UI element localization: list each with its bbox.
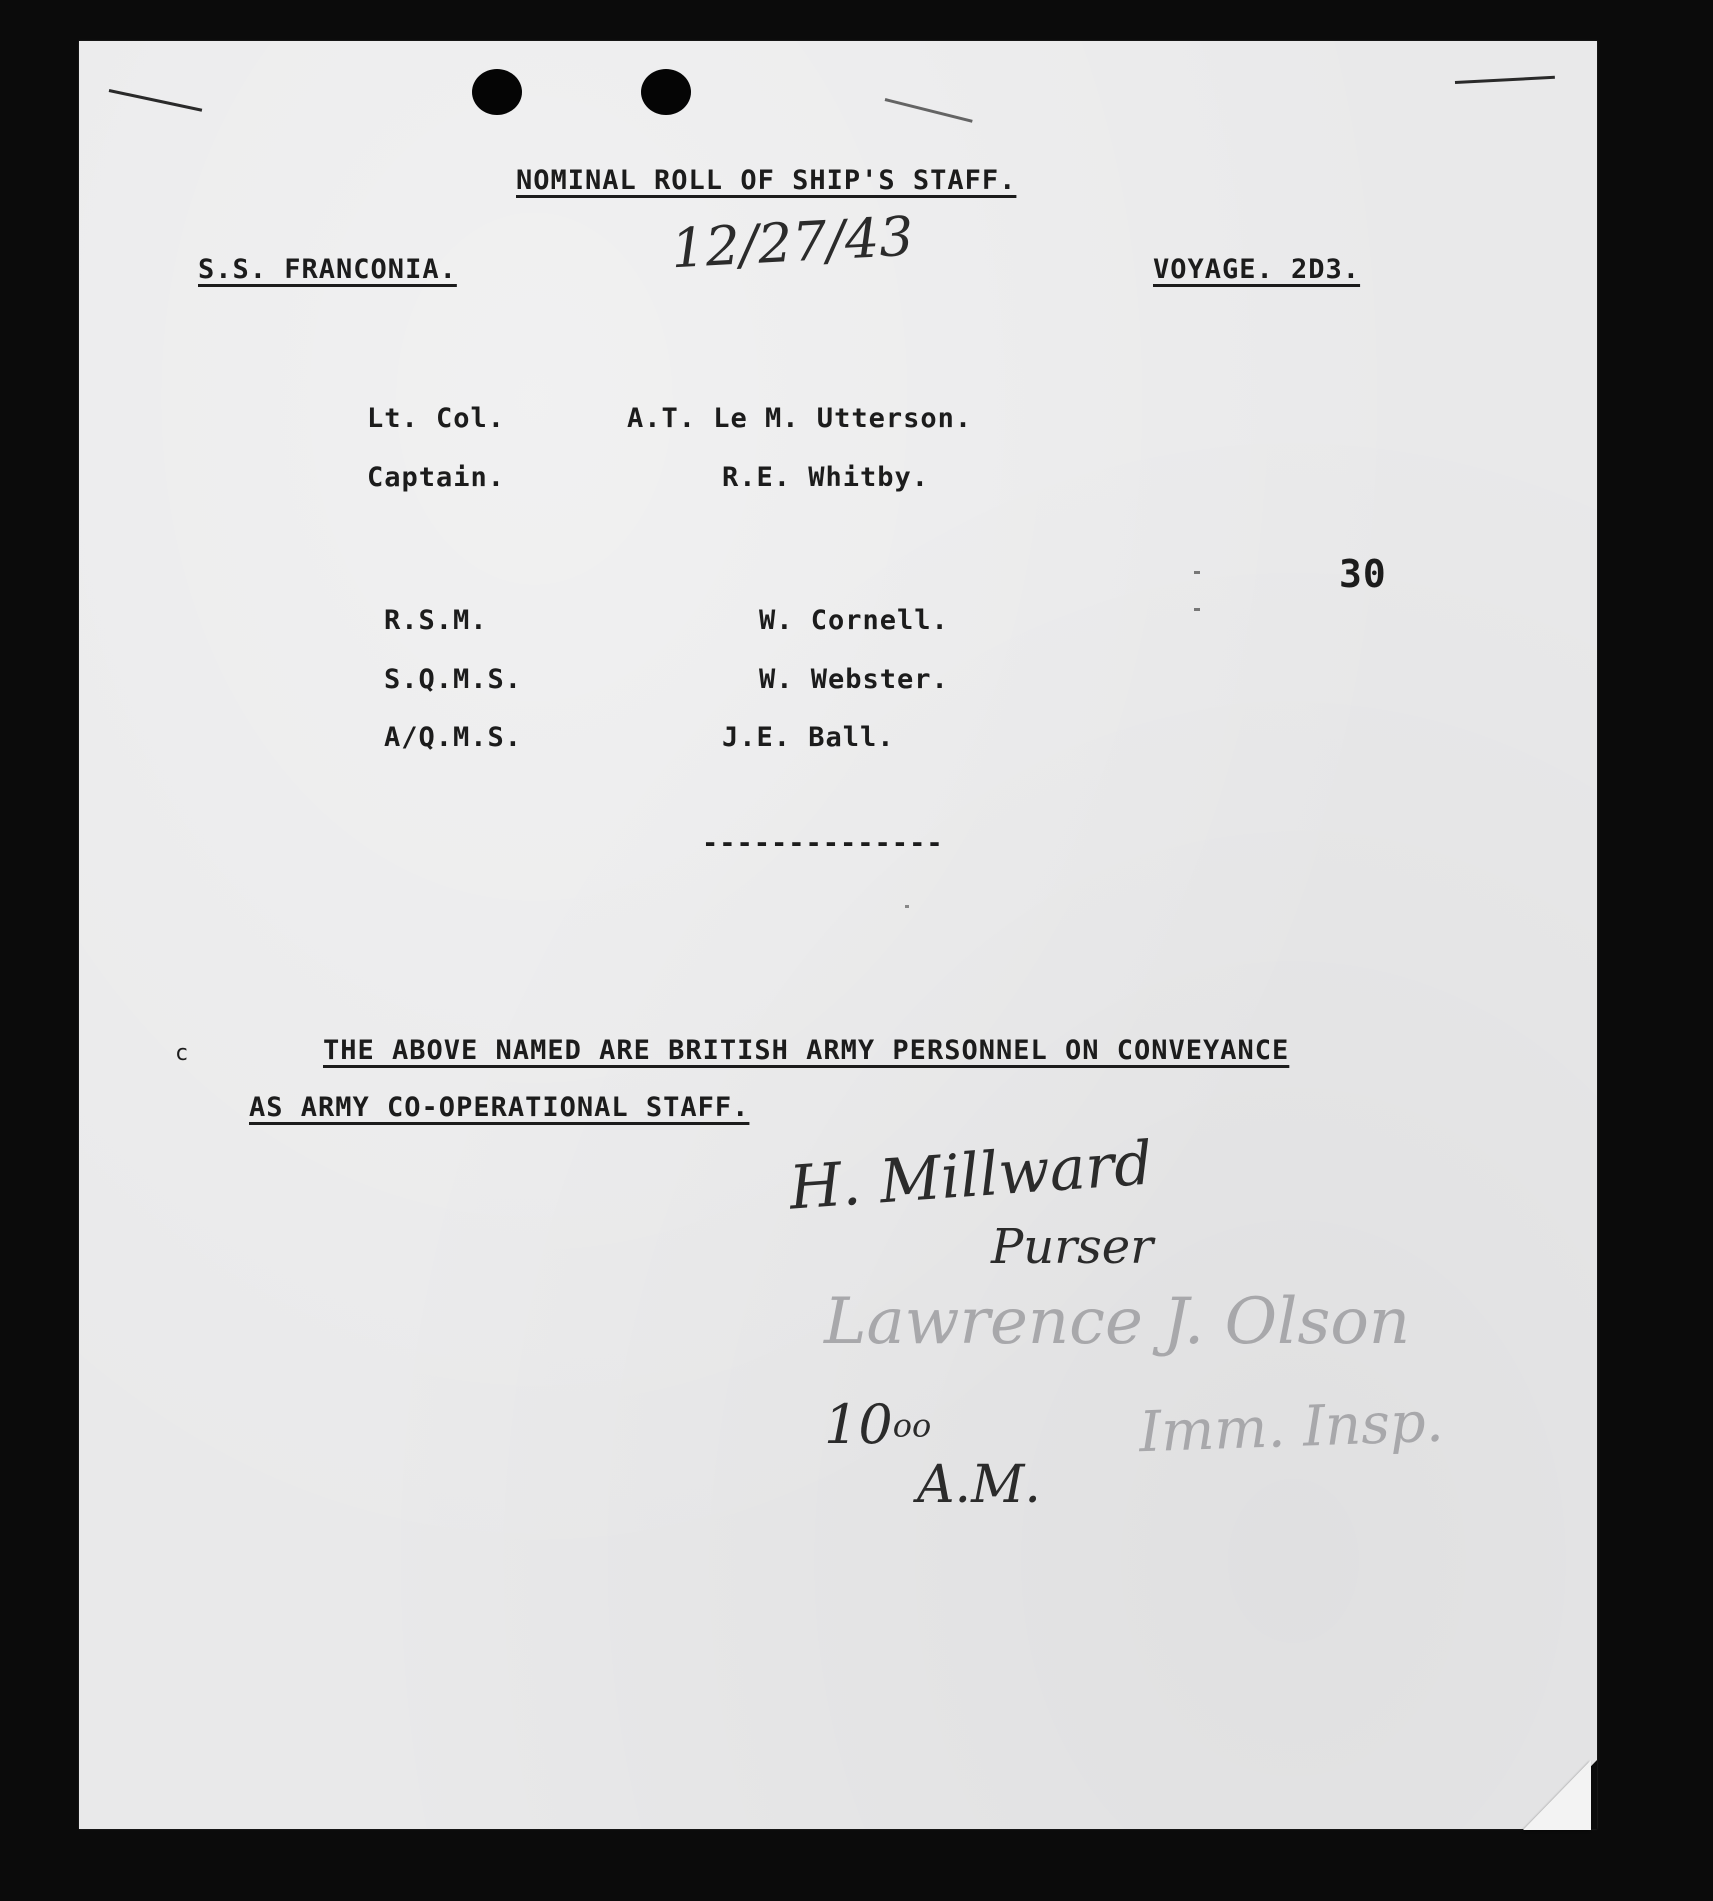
speck [1194, 571, 1200, 574]
page-number: 30 [1339, 552, 1387, 596]
staple-mark-center [885, 98, 973, 123]
time-minutes: oo [892, 1406, 932, 1445]
page-corner-fold [1523, 1760, 1591, 1830]
time-hour: 10 [824, 1393, 893, 1456]
separator-line: -------------- [702, 828, 944, 859]
staple-mark-left [109, 89, 203, 112]
speck [905, 905, 909, 908]
staple-mark-right [1455, 76, 1555, 84]
handwritten-time [824, 1393, 931, 1456]
nco-rank: S.Q.M.S. [384, 664, 523, 695]
handwritten-date: 12/27/43 [669, 204, 916, 281]
nco-rank: A/Q.M.S. [384, 722, 523, 753]
inspector-signature: Lawrence J. Olson [824, 1285, 1411, 1359]
statement-line-1: THE ABOVE NAMED ARE BRITISH ARMY PERSONNEL ON CONVEYANCE [323, 1035, 1290, 1066]
purser-title: Purser [991, 1219, 1154, 1275]
margin-mark: c [175, 1041, 190, 1066]
document-page [79, 41, 1597, 1829]
handwritten-time-suffix: A.M. [917, 1455, 1041, 1515]
inspector-title: Imm. Insp. [1137, 1389, 1445, 1466]
ship-name: S.S. FRANCONIA. [198, 254, 457, 285]
document-title: NOMINAL ROLL OF SHIP'S STAFF. [516, 165, 1017, 196]
punch-hole-right [641, 69, 691, 115]
nco-name: W. Webster. [759, 664, 949, 695]
purser-signature: H. Millward [787, 1128, 1155, 1224]
officer-name: A.T. Le M. Utterson. [627, 403, 973, 434]
officer-name: R.E. Whitby. [722, 462, 930, 493]
nco-name: J.E. Ball. [722, 722, 895, 753]
punch-hole-left [472, 69, 522, 115]
statement-line-2: AS ARMY CO-OPERATIONAL STAFF. [249, 1092, 750, 1123]
officer-rank: Captain. [367, 462, 506, 493]
speck [1194, 608, 1200, 611]
officer-rank: Lt. Col. [367, 403, 506, 434]
voyage-number: VOYAGE. 2D3. [1153, 254, 1361, 285]
nco-name: W. Cornell. [759, 605, 949, 636]
nco-rank: R.S.M. [384, 605, 488, 636]
